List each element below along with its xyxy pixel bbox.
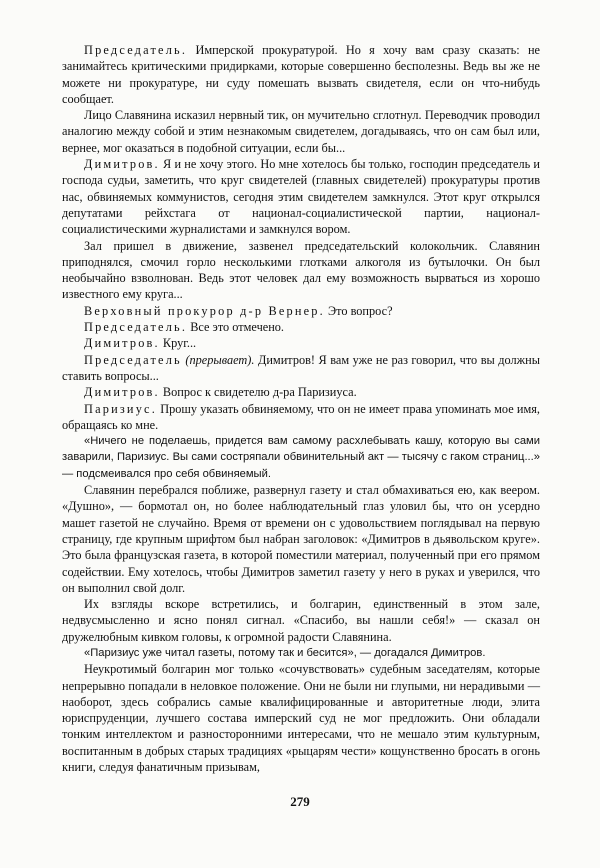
inner-thought-quote: «Ничего не поделаешь, придется вам самому расхлебывать кашу, которую вы сами заварили, Паризиус. Вы сами состряпали обвинительный акт — тысячу с гаком страниц...» — подсмеивался про себя обвиняемый. (62, 435, 540, 480)
inner-thought-quote: «Паризиус уже читал газеты, потому так и бесится», — догадался Димитров. (84, 646, 486, 659)
paragraph-text: Их взгляды вскоре встретились, и болгарин, единственный в этом зале, недвусмысленно и ясно понял сигнал. «Спасибо, вы нашли себя!» — сказал он дружелюбным кивком головы, к огромной радости Славянина. (62, 597, 540, 644)
paragraph-text: Вопрос к свидетелю д-ра Паризиуса. (159, 385, 357, 400)
page-body-text (62, 42, 540, 775)
paragraph-text: Димитров! Я вам уже не раз говорил, что вы должны ставить вопросы... (62, 352, 540, 383)
paragraph-text: Имперской прокуратурой. Но я хочу вам сразу сказать: не занимайтесь критическими придирками, которые совершенно бесполезны. Ведь вы же не можете ни прокуратуре, ни суду помешать вызвать свидетеля, если он что-нибудь сообщает. (62, 43, 540, 106)
paragraph-text: Прошу указать обвиняемому, что он не имеет права упоминать мое имя, обращаясь ко мне. (62, 401, 540, 432)
paragraph-text: Славянин перебрался поближе, развернул газету и стал обмахиваться ею, как веером. «Душно», — бормотал он, но более наблюдательный глаз уловил бы, что он усердно машет газетой не случайно. Время от времени он с удовольствием поглядывал на первую страницу, где крупным шрифтом был набран заголовок: «Димитров в дьявольском круге». Это была французская газета, в которой поместили материал, полученный при его прямом содействии. Ему хотелось, чтобы Димитров заметил газету у него в руках и уверился, что он выполнил свой долг. (62, 483, 540, 595)
speaker-name: Верховный прокурор д-р Вернер. (84, 303, 325, 318)
speaker-name: Димитров. (84, 157, 160, 172)
paragraph (62, 238, 540, 303)
speaker-name: Председатель. (84, 320, 188, 335)
paragraph (62, 107, 540, 156)
paragraph-text: Лицо Славянина исказил нервный тик, он мучительно сглотнул. Переводчик проводил аналогию между собой и этим незнакомым свидетелем, догадываясь, что он сам был или, вернее, мог оказаться в подобной ситуации, если бы... (62, 108, 540, 155)
paragraph (62, 482, 540, 596)
paragraph (62, 401, 540, 434)
paragraph (62, 156, 540, 237)
paragraph-text: Неукротимый болгарин мог только «сочувствовать» судебным заседателям, которые непрерывно попадали в неловкое положение. Они не были ни глупыми, ни нерадивыми — наоборот, здесь собрались самые квалифицированные и авторитетные люди, элита юриспруденции, лучшего состава имперский суд не мог предложить. Они обладали тонким интеллектом и разносторонними интересами, что не мешало этим культурным, воспитанным в добрых старых традициях «рыцарям чести» кощунственно бросать в огонь книги, следуя фанатичным призывам, (62, 662, 540, 775)
paragraph (62, 335, 540, 351)
paragraph (62, 596, 540, 645)
paragraph-text: Все это отмечено. (187, 320, 285, 335)
paragraph-text: Круг... (159, 336, 197, 351)
page-number: 279 (290, 794, 310, 809)
paragraph-text: Это вопрос? (324, 303, 393, 318)
speaker-name: Председатель. (84, 43, 188, 57)
speaker-name: Председатель (84, 352, 182, 367)
paragraph (62, 42, 540, 107)
paragraph (62, 661, 540, 775)
paragraph-text: Зал пришел в движение, зазвенел председательский колокольчик. Славянин приподнялся, смочил горло несколькими глотками алкоголя из бутылочки. Он был необычайно взволнован. Ведь этот человек дал ему возможность вырваться из хорошо известного ему круга... (62, 238, 540, 302)
paragraph-text: Я и не хочу этого. Но мне хотелось бы только, господин председатель и господа судьи, заметить, что круг свидетелей (главных свидетелей) прокуратуры против нас, обвиняемых коммунистов, сегодня этим свидетелем замкнулся. Этот круг открылся депутатами рейхстага от национал-социалистической партии, национал-социалистическими журналистами и замкнулся вором. (62, 157, 540, 237)
speaker-name: Димитров. (84, 336, 160, 351)
paragraph (62, 352, 540, 385)
speaker-name: Паризиус. (84, 401, 157, 416)
stage-remark: (прерывает). (181, 352, 255, 367)
speaker-name: Димитров. (84, 385, 160, 400)
paragraph (62, 303, 540, 319)
paragraph (62, 319, 540, 335)
paragraph (62, 384, 540, 400)
